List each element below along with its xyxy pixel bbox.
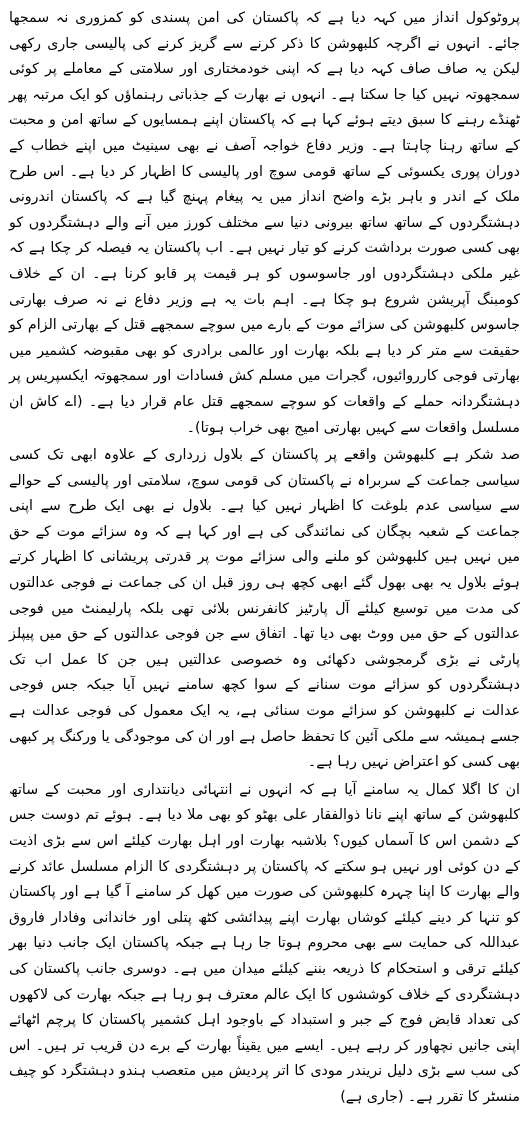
article-paragraph-3: ان کا اگلا کمال یہ سامنے آیا ہے کہ انہوں نے انتہائی دیانتداری اور محبت کے ساتھ کلبھوشن کے ساتھ اپنے نانا ذوالفقار علی بھٹو کو بھی ملا دیا ہے۔ ہوئے تم دوست جس کے دشمن اس کا آسماں کیوں؟ بلاشبہ بھارت اور اہل بھارت کیلئے اس سے بڑی اذیت کے دن کوئی اور نہیں ہو سکتے کہ پاکستان پر دہشتگردی کا الزام مسلسل عائد کرنے والے بھارت کا اپنا چہرہ کلبھوشن کی صورت میں کھل کر سامنے آ گیا ہے اور پاکستان کو تنہا کر دینے کیلئے کوشاں بھارت اپنے پیدائشی کٹھ پتلی اور خاندانی وفادار فاروق عبداللہ کی حمایت سے بھی محروم ہوتا جا رہا ہے جبکہ پاکستان ایک جانب دنیا بھر کیلئے ترقی و استحکام کا ذریعہ بننے کیلئے میدان میں ہے۔ دوسری جانب پاکستان کی دہشتگردی کے خلاف کوششوں کا ایک عالم معترف ہو رہا ہے جبکہ بھارت کی لاکھوں کی تعداد قابض فوج کے جبر و استبداد کے باوجود اہل کشمیر پاکستان کا پرچم اٹھائے اپنی جانیں نچھاور کر رہے ہیں۔ ایسے میں یقیناً بھارت کے برے دن قریب تر ہیں۔ اس کی سب سے بڑی دلیل نریندر مودی کا اتر پردیش میں متعصب ہندو دہشتگرد کو چیف منسٹر کا تقرر ہے۔ (جاری ہے) bbox=[9, 781, 520, 1105]
article-paragraph-2: صد شکر ہے کلبھوشن واقعے پر پاکستان کے بلاول زرداری کے علاوہ ابھی تک کسی سیاسی جماعت کے سربراہ نے پاکستان کی قومی سوچ، سلامتی اور پالیسی کے حوالے سے سیاسی عدم بلوغت کا اظہار نہیں کیا ہے۔ بلاول نے بھی ایک طرح سے اپنی جماعت کے شعبہ بچگان کی نمائندگی کی ہے اور کہا ہے کہ وہ سزائے موت کے حق میں نہیں ہیں کلبھوشن کو ملنے والی سزائے موت پر قدرتی پریشانی کا اظہار کرتے ہوئے بلاول یہ بھی بھول گئے ابھی کچھ ہی روز قبل ان کی جماعت نے فوجی عدالتوں کی مدت میں توسیع کیلئے آل پارٹیز کانفرنس بلائی تھی بلکہ پارلیمنٹ میں فوجی عدالتوں کے حق میں ووٹ بھی دیا تھا۔ اتفاق سے جن فوجی عدالتوں کے حق میں پیپلز پارٹی نے بڑی گرمجوشی دکھائی وہ خصوصی عدالتیں ہیں جن کا عمل اب تک دہشتگردوں کو سزائے موت سنانے کے سوا کچھ سامنے نہیں آیا جبکہ جس فوجی عدالت نے کلبھوشن کو سزائے موت سنائی ہے، یہ ایک معمول کی فوجی عدالت ہے جسے ہمیشہ سے ملکی آئین کا تحفظ حاصل ہے اور ان کی موجودگی یا ورکنگ پر کبھی بھی کسی کو اعتراض نہیں رہا ہے۔ bbox=[9, 447, 520, 771]
article-paragraph-1: پروٹوکول انداز میں کہہ دیا ہے کہ پاکستان کی امن پسندی کو کمزوری نہ سمجھا جائے۔ انہوں نے اگرچہ کلبھوشن کا ذکر کرنے سے گریز کرنے کی پالیسی جاری رکھی لیکن یہ صاف صاف کہہ دیا ہے کہ اپنی خودمختاری اور سلامتی کے معاملے پر کوئی سمجھوتہ نہیں کیا جا سکتا ہے۔ انہوں نے بھارت کے جذباتی رہنماؤں کو ایک مرتبہ پھر ٹھنڈے رہنے کا سبق دیتے ہوئے کہا ہے کہ پاکستان اپنے ہمسایوں کے ساتھ امن و محبت کے ساتھ رہنا چاہتا ہے۔ وزیر دفاع خواجہ آصف نے بھی سینیٹ میں اپنے خطاب کے دوران پوری یکسوئی کے ساتھ قومی سوچ اور پالیسی کا اظہار کر دیا ہے۔ اس طرح ملک کے اندر و باہر بڑے واضح انداز میں یہ پیغام پہنچ گیا ہے کہ پاکستان اندرونی دہشتگردوں کے ساتھ ساتھ بیرونی دنیا سے مختلف کورز میں آنے والے دہشتگردوں کو بھی کسی صورت برداشت کرنے کو تیار نہیں ہے۔ اب پاکستان یہ فیصلہ کر چکا ہے کہ غیر ملکی دہشتگردوں اور جاسوسوں کو ہر قیمت پر قابو کرنا ہے۔ ان کے خلاف کومبنگ آپریشن شروع ہو چکا ہے۔ اہم بات یہ ہے وزیر دفاع نے نہ صرف بھارتی جاسوس کلبھوشن کی سزائے موت کے بارے میں سوچے سمجھے قتل کے بھارتی الزام کو حقیقت سے متر کر دیا ہے بلکہ بھارت اور عالمی برادری کو بھی مقبوضہ کشمیر میں بھارتی فوجی کارروائیوں، گجرات میں مسلم کش فسادات اور سمجھوتہ ایکسپریس پر دہشتگردانہ حملے کے واقعات کو سوچے سمجھے قتل عام قرار دیا ہے۔ (اے کاش ان مسلسل واقعات سے کہیں بھارتی امیج بھی خراب ہوتا)۔ bbox=[9, 10, 520, 436]
